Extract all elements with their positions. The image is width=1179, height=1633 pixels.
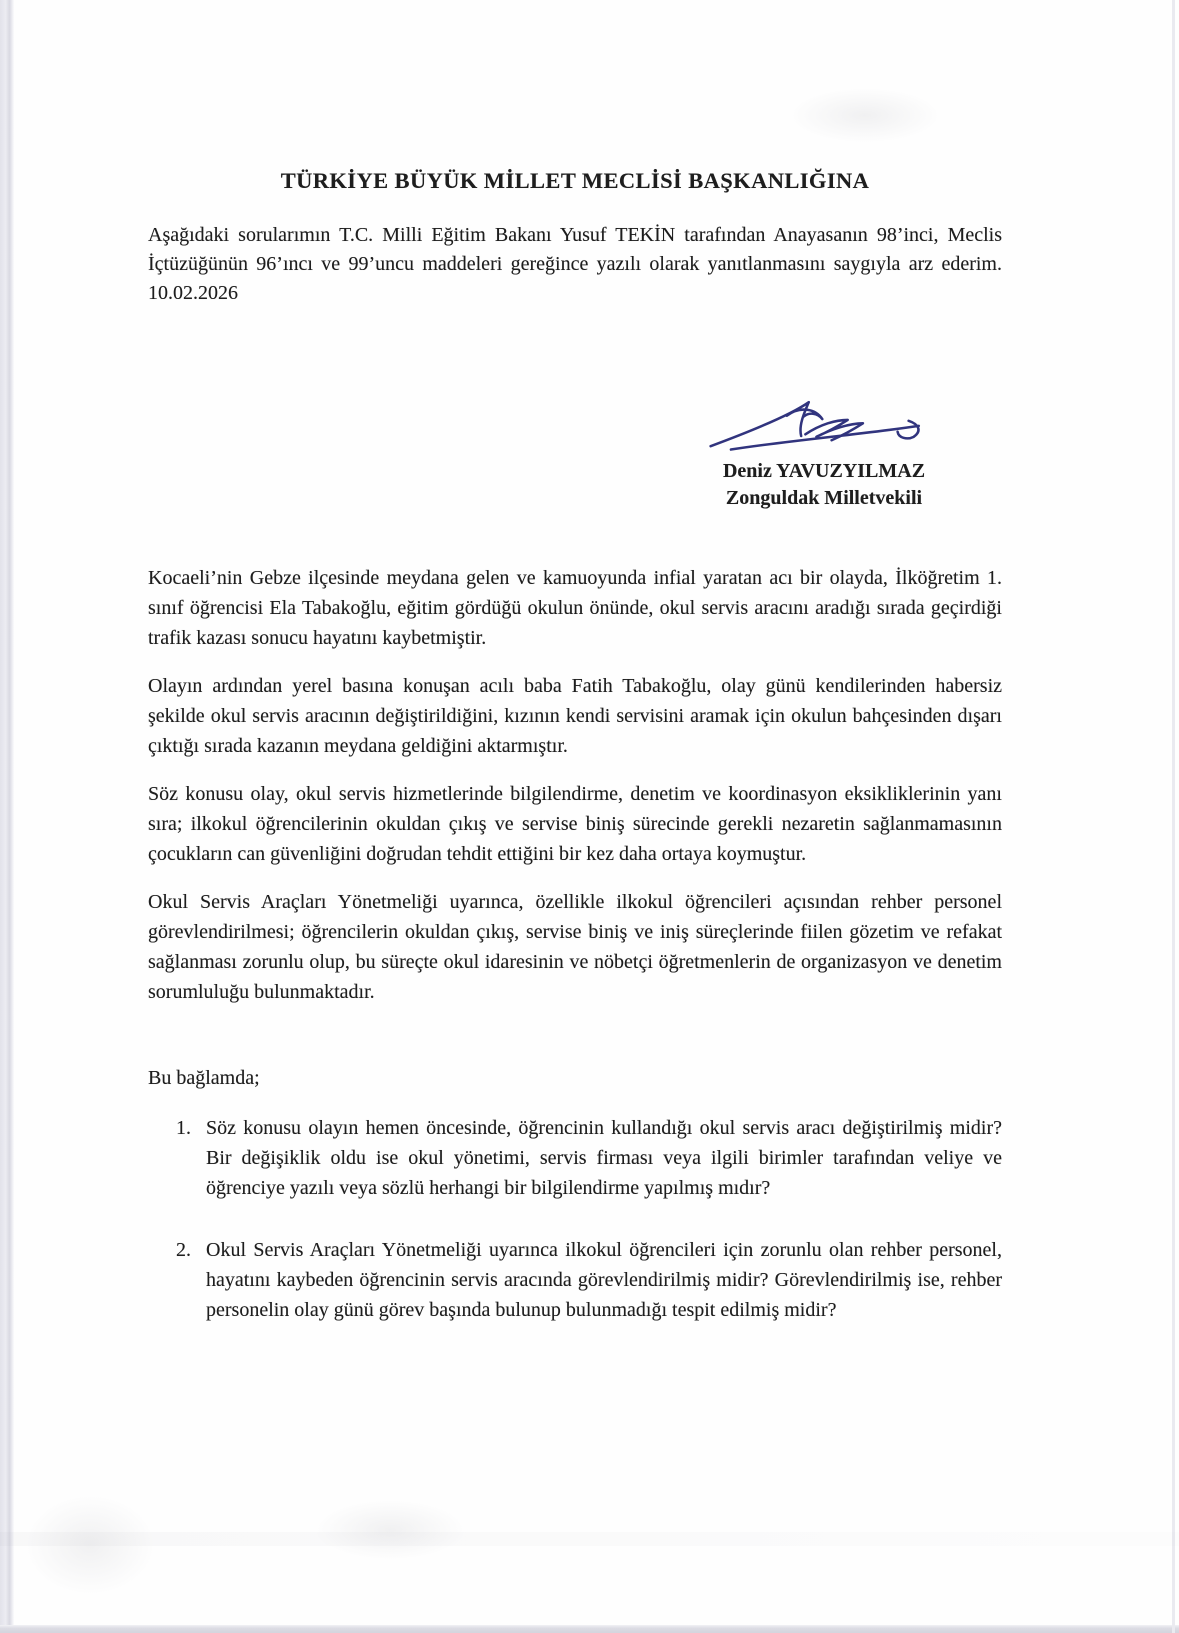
- question-number: 2.: [176, 1239, 191, 1261]
- body-paragraph: Olayın ardından yerel basına konuşan acılı baba Fatih Tabakoğlu, olay günü kendilerinden habersiz şekilde okul servis aracının değiştirildiğini, kızının kendi servisini aramak için okulun bahçesinden dışarı çıktığı sırada kazanın meydana geldiğini aktarmıştır.: [148, 675, 1002, 757]
- scan-noise-band: [0, 1532, 1179, 1546]
- question-item: [176, 1235, 1002, 1325]
- question-text: Okul Servis Araçları Yönetmeliği uyarınca ilkokul öğrencileri için zorunlu olan rehber personel, hayatını kaybeden öğrencinin servis aracında görevlendirilmiş midir? Görevlendirilmiş ise, rehber personelin olay günü görev başında bulunup bulunmadığı tespit edilmiş midir?: [206, 1239, 1002, 1321]
- signer-name: Deniz YAVUZYILMAZ: [722, 460, 926, 482]
- question-list: [148, 1113, 1002, 1325]
- list-intro: Bu bağlamda;: [148, 1067, 260, 1089]
- question-item: [176, 1113, 1002, 1203]
- question-text: Söz konusu olayın hemen öncesinde, öğrencinin kullandığı okul servis aracı değiştirilmiş midir? Bir değişiklik oldu ise okul yönetimi, servis firması veya ilgili birimler tarafından veliye ve öğrenciye yazılı veya sözlü herhangi bir bilgilendirme yapılmış mıdır?: [206, 1117, 1002, 1199]
- signature-image: [674, 392, 974, 458]
- scan-edge-bottom: [0, 1625, 1179, 1633]
- question-number: 1.: [176, 1117, 191, 1139]
- salutation-paragraph: Aşağıdaki sorularımın T.C. Milli Eğitim Bakanı Yusuf TEKİN tarafından Anayasanın 98’inci, Meclis İçtüzüğünün 96’ıncı ve 99’uncu maddeleri gereğince yazılı olarak yanıtlanmasını saygıyla arz ederim. 10.02.2026: [148, 224, 1002, 304]
- signature-block: [668, 392, 980, 512]
- scan-edge-left: [0, 0, 14, 1633]
- body-paragraph: Kocaeli’nin Gebze ilçesinde meydana gelen ve kamuoyunda infial yaratan acı bir olayda, İlköğretim 1. sınıf öğrencisi Ela Tabakoğlu, eğitim gördüğü okulun önünde, okul servis aracını aradığı sırada geçirdiği trafik kazası sonucu hayatını kaybetmiştir.: [148, 567, 1002, 649]
- scan-edge-right: [1172, 0, 1175, 1633]
- scan-smudge: [315, 1500, 465, 1560]
- body-paragraph: Söz konusu olay, okul servis hizmetlerinde bilgilendirme, denetim ve koordinasyon eksikliklerinin yanı sıra; ilkokul öğrencilerinin okuldan çıkış ve servise biniş sürecinde gerekli nezaretin sağlanmamasının çocukların can güvenliğini doğrudan tehdit ettiğini bir kez daha ortaya koymuştur.: [148, 783, 1002, 865]
- signer-role: Zonguldak Milletvekili: [725, 487, 923, 509]
- letter-heading: TÜRKİYE BÜYÜK MİLLET MECLİSİ BAŞKANLIĞINA: [280, 168, 870, 193]
- letter-content: [148, 0, 1002, 1357]
- body-paragraph: Okul Servis Araçları Yönetmeliği uyarınca, özellikle ilkokul öğrencileri açısından rehber personel görevlendirilmesi; öğrencilerin okuldan çıkış, servise biniş ve iniş süreçlerinde fiilen gözetim ve refakat sağlanması zorunlu olup, bu süreçte okul idaresinin ve nöbetçi öğretmenlerin de organizasyon ve denetim sorumluluğu bulunmaktadır.: [148, 891, 1002, 1003]
